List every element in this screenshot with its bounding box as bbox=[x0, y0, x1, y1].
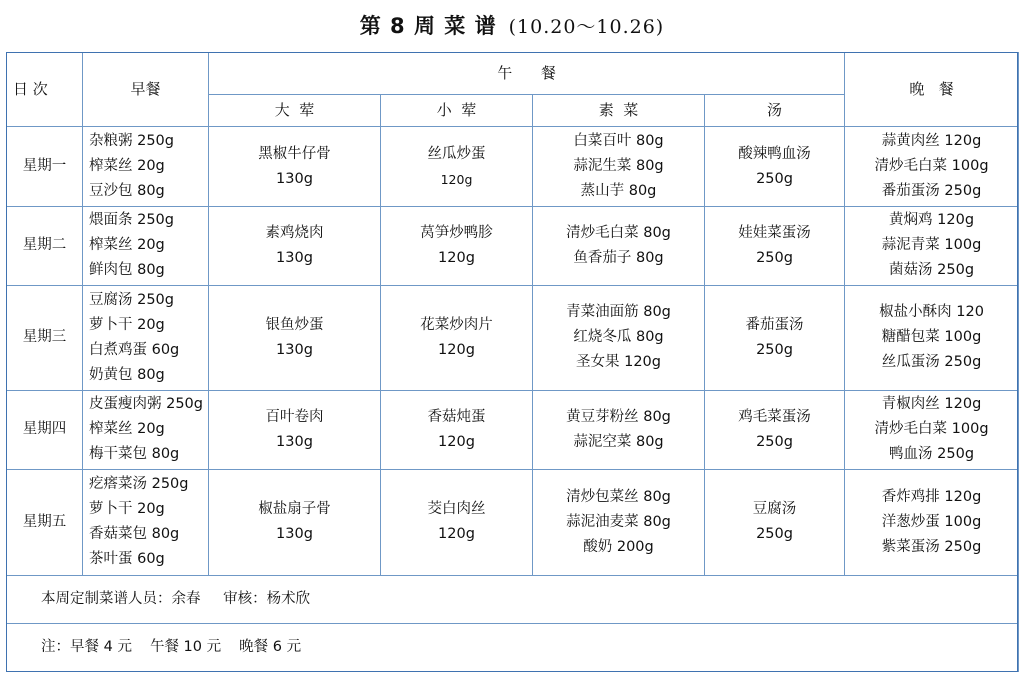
dish-line: 银鱼炒蛋 bbox=[265, 316, 324, 333]
dish-line: 120g bbox=[438, 249, 475, 266]
dish-line: 120g bbox=[440, 171, 473, 187]
footer-staff: 本周定制菜谱人员：余春 bbox=[41, 590, 201, 607]
dish-line: 白煮鸡蛋 60g bbox=[89, 341, 180, 358]
vegetable-cell bbox=[533, 127, 705, 206]
big-meat-cell bbox=[209, 286, 381, 391]
dish-line: 120g bbox=[438, 341, 475, 358]
dish-line: 130g bbox=[276, 170, 313, 187]
dish-line: 皮蛋瘦肉粥 250g bbox=[89, 396, 203, 413]
dish-line: 鸡毛菜蛋汤 bbox=[738, 408, 811, 425]
weekly-menu-table bbox=[6, 52, 1019, 672]
footer-price-dinner: 晚餐 6 元 bbox=[239, 638, 302, 655]
dish-line: 番茄蛋汤 250g bbox=[881, 183, 982, 200]
dish-line: 酸奶 200g bbox=[583, 538, 654, 555]
dish-line: 椒盐小酥肉 120 bbox=[879, 304, 984, 321]
dish-line: 130g bbox=[276, 526, 313, 543]
header-small-meat: 小 荤 bbox=[381, 95, 533, 127]
dish-line: 素鸡烧肉 bbox=[265, 224, 324, 241]
header-day: 日 次 bbox=[7, 53, 83, 127]
dish-line: 丝瓜炒蛋 bbox=[427, 145, 486, 162]
big-meat-cell bbox=[209, 469, 381, 575]
vegetable-cell bbox=[533, 206, 705, 285]
day-label: 星期三 bbox=[7, 286, 83, 391]
dish-line: 茶叶蛋 60g bbox=[89, 551, 165, 568]
dish-line: 榨菜丝 20g bbox=[89, 237, 165, 254]
dish-line: 糖醋包菜 100g bbox=[881, 329, 982, 346]
menu-day-row bbox=[7, 127, 1019, 206]
dish-line: 清炒毛白菜 100g bbox=[874, 158, 989, 175]
dish-line: 130g bbox=[276, 249, 313, 266]
dish-line: 花菜炒肉片 bbox=[420, 316, 493, 333]
dish-line: 茭白肉丝 bbox=[427, 501, 486, 518]
dish-line: 百叶卷肉 bbox=[265, 408, 324, 425]
dish-line: 蒜泥青菜 100g bbox=[881, 237, 982, 254]
header-soup: 汤 bbox=[705, 95, 845, 127]
day-label: 星期四 bbox=[7, 390, 83, 469]
soup-cell bbox=[705, 286, 845, 391]
dish-line: 蒜泥油麦菜 80g bbox=[566, 513, 671, 530]
dish-line: 130g bbox=[276, 341, 313, 358]
footer-price-breakfast: 早餐 4 元 bbox=[70, 638, 132, 655]
dish-line: 清炒毛白菜 100g bbox=[874, 421, 989, 438]
dish-line: 洋葱炒蛋 100g bbox=[881, 513, 982, 530]
menu-day-row bbox=[7, 286, 1019, 391]
dish-line: 梅干菜包 80g bbox=[89, 446, 180, 463]
day-label: 星期一 bbox=[7, 127, 83, 206]
dish-line: 黄豆芽粉丝 80g bbox=[566, 408, 671, 425]
dish-line: 鱼香茄子 80g bbox=[573, 249, 664, 266]
small-meat-cell bbox=[381, 127, 533, 206]
header-lunch: 午 餐 bbox=[209, 53, 845, 95]
dish-line: 圣女果 120g bbox=[576, 354, 661, 371]
big-meat-cell bbox=[209, 127, 381, 206]
dish-line: 香菇菜包 80g bbox=[89, 526, 180, 543]
dish-line: 榨菜丝 20g bbox=[89, 158, 165, 175]
dish-line: 豆沙包 80g bbox=[89, 183, 165, 200]
dish-line: 榨菜丝 20g bbox=[89, 421, 165, 438]
dish-line: 250g bbox=[756, 341, 793, 358]
dish-line: 丝瓜蛋汤 250g bbox=[881, 354, 982, 371]
dish-line: 煨面条 250g bbox=[89, 212, 174, 229]
dinner-cell bbox=[845, 469, 1019, 575]
dish-line: 鲜肉包 80g bbox=[89, 262, 165, 279]
dish-line: 青菜油面筋 80g bbox=[566, 304, 671, 321]
breakfast-cell bbox=[83, 127, 209, 206]
day-label: 星期二 bbox=[7, 206, 83, 285]
footer-staff-row bbox=[7, 575, 1019, 623]
title-main: 第 8 周 菜 谱 bbox=[359, 14, 497, 38]
menu-day-row bbox=[7, 469, 1019, 575]
vegetable-cell bbox=[533, 286, 705, 391]
dish-line: 120g bbox=[438, 526, 475, 543]
dish-line: 椒盐扇子骨 bbox=[258, 501, 331, 518]
dish-line: 清炒包菜丝 80g bbox=[566, 488, 671, 505]
dinner-cell bbox=[845, 286, 1019, 391]
soup-cell bbox=[705, 390, 845, 469]
footer-reviewer: 审核：杨术欣 bbox=[223, 590, 311, 607]
small-meat-cell bbox=[381, 390, 533, 469]
dish-line: 白菜百叶 80g bbox=[573, 133, 664, 150]
dish-line: 奶黄包 80g bbox=[89, 366, 165, 383]
dinner-cell bbox=[845, 127, 1019, 206]
vegetable-cell bbox=[533, 469, 705, 575]
dish-line: 250g bbox=[756, 526, 793, 543]
page-title bbox=[0, 10, 1024, 40]
soup-cell bbox=[705, 206, 845, 285]
dish-line: 香菇炖蛋 bbox=[427, 408, 486, 425]
dish-line: 青椒肉丝 120g bbox=[881, 396, 982, 413]
breakfast-cell bbox=[83, 390, 209, 469]
dinner-cell bbox=[845, 390, 1019, 469]
dish-line: 番茄蛋汤 bbox=[745, 316, 804, 333]
day-label: 星期五 bbox=[7, 469, 83, 575]
dish-line: 豆腐汤 bbox=[752, 501, 797, 518]
dish-line: 紫菜蛋汤 250g bbox=[881, 538, 982, 555]
header-breakfast: 早餐 bbox=[83, 53, 209, 127]
dish-line: 250g bbox=[756, 170, 793, 187]
breakfast-cell bbox=[83, 286, 209, 391]
header-vegetable: 素 菜 bbox=[533, 95, 705, 127]
dish-line: 黄焖鸡 120g bbox=[889, 212, 975, 229]
big-meat-cell bbox=[209, 390, 381, 469]
dish-line: 蒜黄肉丝 120g bbox=[881, 133, 982, 150]
footer-note-label: 注： bbox=[41, 638, 70, 655]
small-meat-cell bbox=[381, 469, 533, 575]
title-date-range: (10.20～10.26) bbox=[508, 16, 665, 38]
dish-line: 萝卜干 20g bbox=[89, 316, 165, 333]
dish-line: 黑椒牛仔骨 bbox=[258, 145, 331, 162]
menu-day-row bbox=[7, 206, 1019, 285]
dish-line: 250g bbox=[756, 433, 793, 450]
dish-line: 杂粮粥 250g bbox=[89, 133, 174, 150]
dish-line: 蒜泥生菜 80g bbox=[573, 158, 664, 175]
dish-line: 蒜泥空菜 80g bbox=[573, 433, 664, 450]
header-dinner: 晚 餐 bbox=[845, 53, 1019, 127]
dish-line: 120g bbox=[438, 433, 475, 450]
dish-line: 酸辣鸭血汤 bbox=[738, 145, 811, 162]
dish-line: 250g bbox=[756, 249, 793, 266]
dish-line: 红烧冬瓜 80g bbox=[573, 329, 664, 346]
dish-line: 豆腐汤 250g bbox=[89, 291, 174, 308]
dish-line: 莴笋炒鸭胗 bbox=[420, 224, 493, 241]
small-meat-cell bbox=[381, 286, 533, 391]
header-big-meat: 大 荤 bbox=[209, 95, 381, 127]
footer-price-lunch: 午餐 10 元 bbox=[149, 638, 222, 655]
breakfast-cell bbox=[83, 469, 209, 575]
dish-line: 清炒毛白菜 80g bbox=[566, 224, 671, 241]
small-meat-cell bbox=[381, 206, 533, 285]
dish-line: 菌菇汤 250g bbox=[889, 262, 975, 279]
soup-cell bbox=[705, 127, 845, 206]
footer-note-row bbox=[7, 623, 1019, 671]
dish-line: 疙瘩菜汤 250g bbox=[89, 476, 189, 493]
dish-line: 130g bbox=[276, 433, 313, 450]
dish-line: 鸭血汤 250g bbox=[889, 446, 975, 463]
dish-line: 娃娃菜蛋汤 bbox=[738, 224, 811, 241]
soup-cell bbox=[705, 469, 845, 575]
breakfast-cell bbox=[83, 206, 209, 285]
dinner-cell bbox=[845, 206, 1019, 285]
menu-day-row bbox=[7, 390, 1019, 469]
dish-line: 萝卜干 20g bbox=[89, 501, 165, 518]
dish-line: 香炸鸡排 120g bbox=[881, 488, 982, 505]
big-meat-cell bbox=[209, 206, 381, 285]
dish-line: 蒸山芋 80g bbox=[580, 183, 657, 200]
vegetable-cell bbox=[533, 390, 705, 469]
